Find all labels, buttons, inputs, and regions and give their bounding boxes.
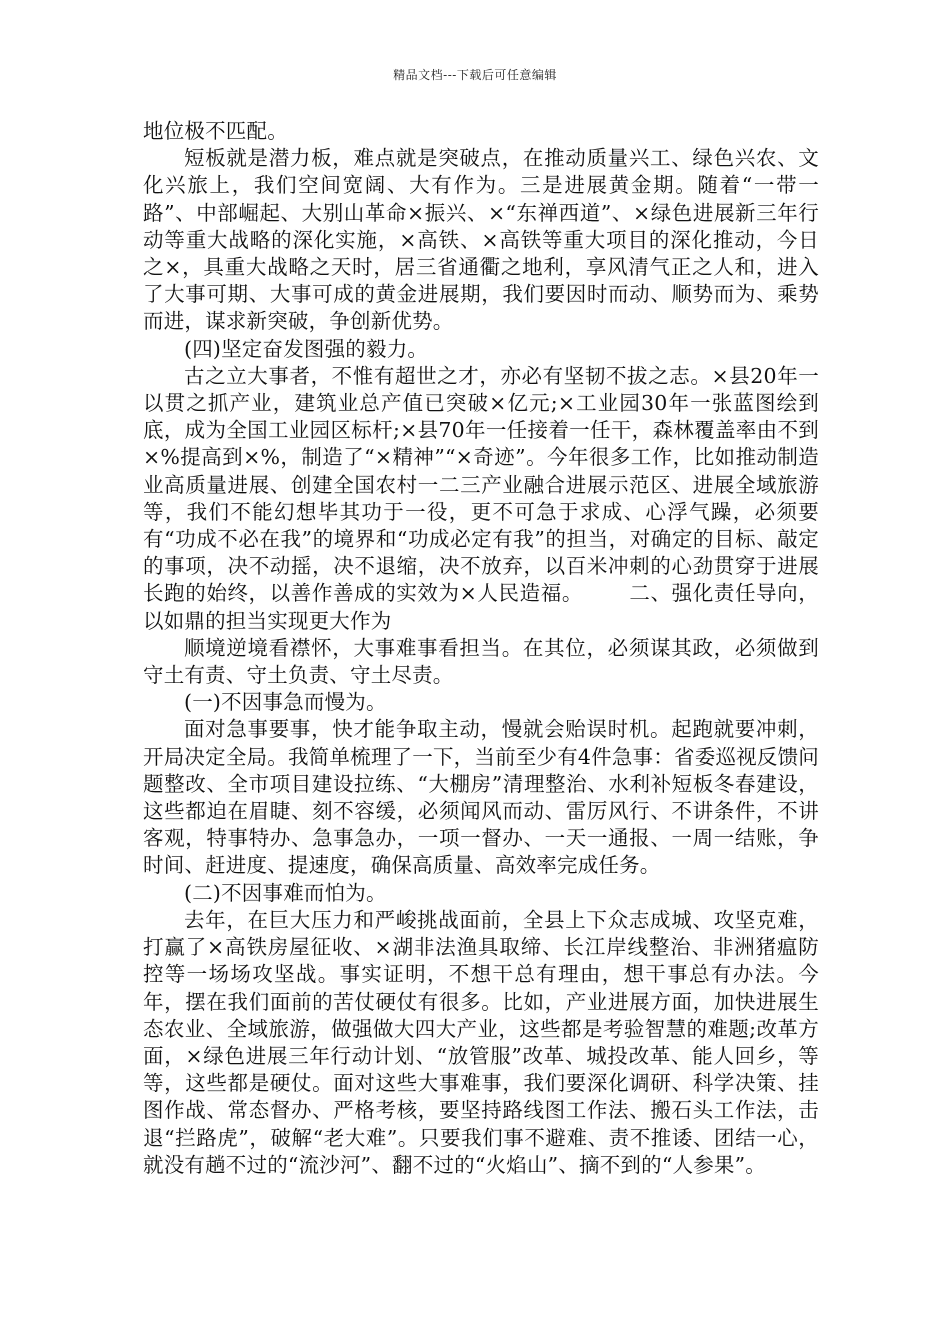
section-heading-inline: 二、强化责任导向，以如鼎的担当实现更大作为 — [143, 581, 819, 633]
paragraph: 短板就是潜力板，难点就是突破点，在推动质量兴工、绿色兴农、文化兴旅上，我们空间宽阔、大有作为。三是进展黄金期。随着“一带一路”、中部崛起、大别山革命×振兴、×“东禅西道”、×绿色进展新三年行动等重大战略的深化实施，×高铁、×高铁等重大项目的深化推动，今日之×，具重大战略之天时，居三省通衢之地利，享风清气正之人和，进入了大事可期、大事可成的黄金进展期，我们要因时而动、顺势而为、乘势而进，谋求新突破，争创新优势。 — [143, 146, 819, 334]
paragraph-text: 古之立大事者，不惟有超世之才，亦必有坚韧不拔之志。×县20年一以贯之抓产业，建筑业总产值已突破×亿元;×工业园30年一张蓝图绘到底，成为全国工业园区标杆;×县70年一任接着一任干，森林覆盖率由不到×%提高到×%，制造了“×精神”“×奇迹”。今年很多工作，比如推动制造业高质量进展、创建全国农村一二三产业融合进展示范区、进展全域旅游等，我们不能幻想毕其功于一役，更不可急于求成、心浮气躁，必须要有“功成不必在我”的境界和“功成必定有我”的担当，对确定的目标、敲定的事项，决不动摇，决不退缩，决不放弃，以百米冲刺的心劲贯穿于进展长跑的始终，以善作善成的实效为×人民造福。 — [143, 363, 819, 606]
paragraph: 地位极不匹配。 — [143, 119, 288, 143]
paragraph — [143, 363, 819, 635]
document-body — [143, 118, 819, 1179]
paragraph: 去年，在巨大压力和严峻挑战面前，全县上下众志成城、攻坚克难，打赢了×高铁房屋征收、×湖非法渔具取缔、长江岸线整治、非洲猪瘟防控等一场场攻坚战。事实证明，不想干总有理由，想干事总有办法。今年，摆在我们面前的苦仗硬仗有很多。比如，产业进展方面，加快进展生态农业、全域旅游，做强做大四大产业，这些都是考验智慧的难题;改革方面，×绿色进展三年行动计划、“放管服”改革、城投改革、能人回乡，等等，这些都是硬仗。面对这些大事难事，我们要深化调研、科学决策、挂图作战、常态督办、严格考核，要坚持路线图工作法、搬石头工作法，击退“拦路虎”，破解“老大难”。只要我们事不避难、责不推诿、团结一心，就没有趟不过的“流沙河”、翻不过的“火焰山”、摘不到的“人参果”。 — [143, 907, 819, 1177]
section-heading: (四)坚定奋发图强的毅力。 — [184, 336, 429, 361]
section-heading: (二)不因事难而怕为。 — [184, 880, 387, 905]
page-header: 精品文档---下载后可任意编辑 — [393, 68, 557, 82]
section-heading: (一)不因事急而慢为。 — [184, 690, 387, 715]
paragraph: 面对急事要事，快才能争取主动，慢就会贻误时机。起跑就要冲刺，开局决定全局。我简单梳理了一下，当前至少有4件急事：省委巡视反馈问题整改、全市项目建设拉练、“大棚房”清理整治、水利补短板冬春建设，这些都迫在眉睫、刻不容缓，必须闻风而动、雷厉风行、不讲条件，不讲客观，特事特办、急事急办，一项一督办、一天一通报、一周一结账，争时间、赶进度、提速度，确保高质量、高效率完成任务。 — [143, 717, 819, 878]
paragraph: 顺境逆境看襟怀，大事难事看担当。在其位，必须谋其政，必须做到守土有责、守土负责、守土尽责。 — [143, 635, 819, 688]
